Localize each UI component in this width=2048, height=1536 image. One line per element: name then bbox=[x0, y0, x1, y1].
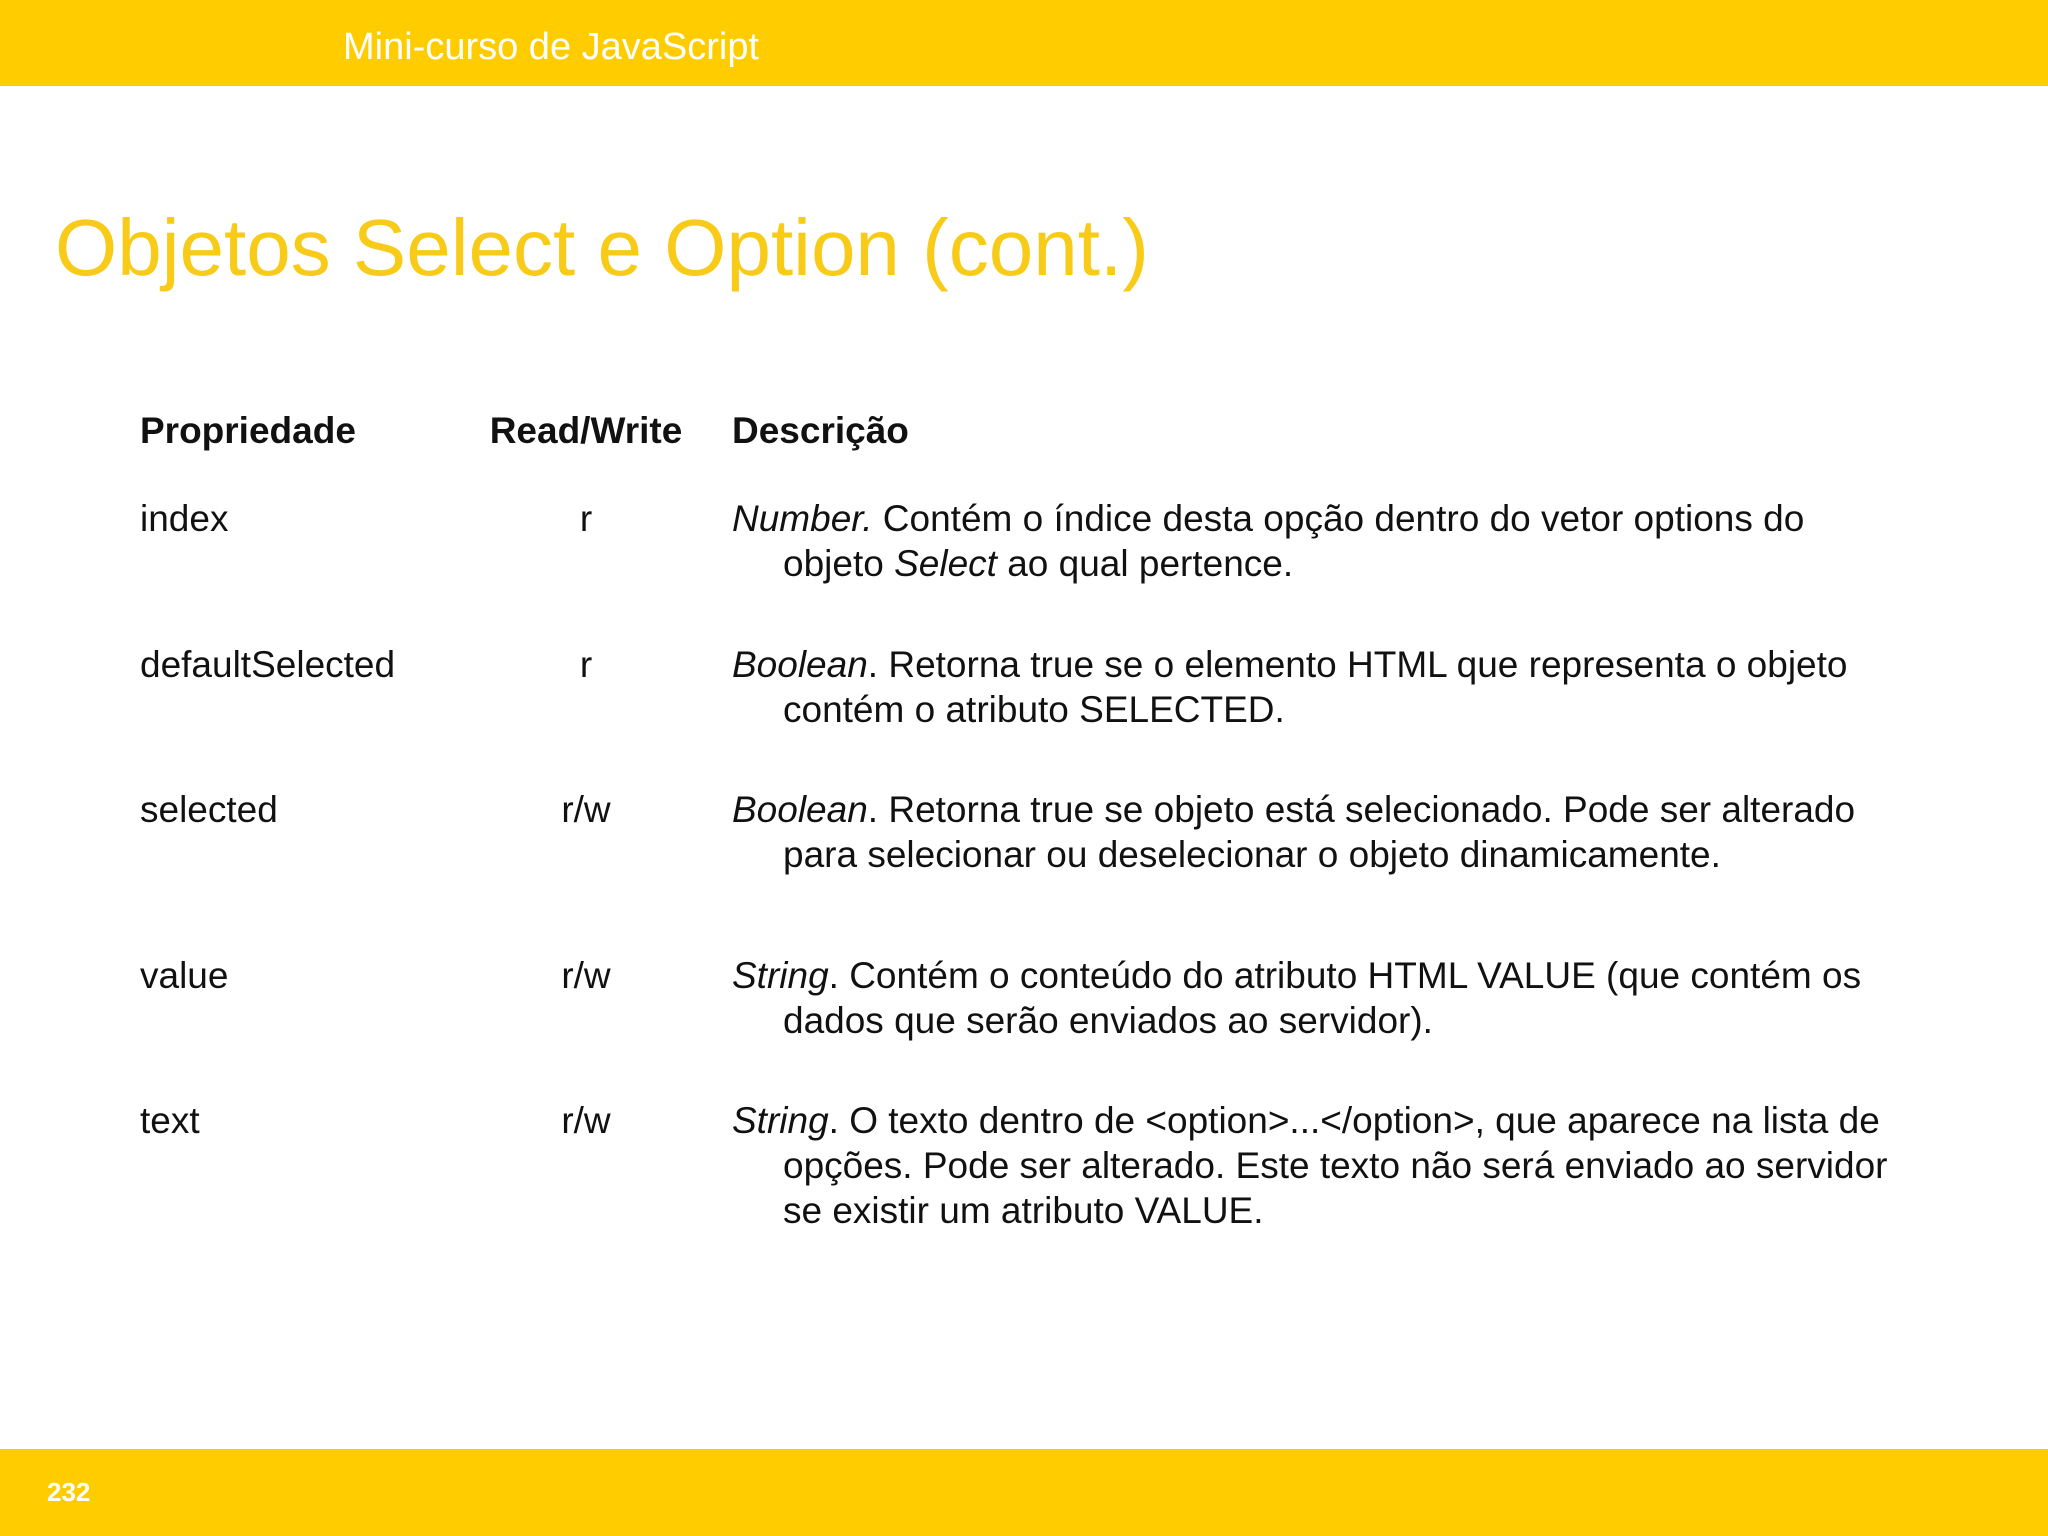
header-description: Descrição bbox=[732, 410, 909, 451]
description-text: . O texto dentro de <option>...</option>, que aparece na lista de opções. Pode ser alterado. Este texto não será enviado ao servidor se existir um atributo VALUE. bbox=[783, 1100, 1888, 1231]
property-name: defaultSelected bbox=[140, 644, 396, 685]
description-text: . Retorna true se o elemento HTML que representa o objeto contém o atributo SELECTED. bbox=[783, 644, 1848, 730]
property-name: selected bbox=[140, 789, 278, 830]
description-text: . Contém o conteúdo do atributo HTML VALUE (que contém os dados que serão enviados ao servidor). bbox=[783, 955, 1862, 1041]
property-access: r/w bbox=[561, 1100, 611, 1141]
slide-title: Objetos Select e Option (cont.) bbox=[55, 203, 1149, 292]
header-read-write: Read/Write bbox=[489, 410, 683, 451]
description-type: String bbox=[732, 1100, 829, 1141]
header-property: Propriedade bbox=[140, 410, 356, 451]
description-emphasis: Select bbox=[894, 543, 997, 584]
table-header bbox=[0, 406, 2048, 456]
property-name: index bbox=[140, 498, 229, 539]
property-access: r bbox=[579, 498, 593, 539]
property-name: text bbox=[140, 1100, 200, 1141]
description-text: Contém o índice desta opção dentro do vetor options do objeto bbox=[783, 498, 1805, 584]
property-description bbox=[732, 1098, 1903, 1233]
bottom-bar bbox=[0, 1449, 2048, 1536]
description-type: Boolean bbox=[732, 644, 868, 685]
property-access: r/w bbox=[561, 789, 611, 830]
description-type: String bbox=[732, 955, 829, 996]
top-bar bbox=[0, 0, 2048, 86]
property-description bbox=[732, 953, 1903, 1043]
description-type: Number. bbox=[732, 498, 873, 539]
description-text-end: ao qual pertence. bbox=[996, 543, 1294, 584]
description-type: Boolean bbox=[732, 789, 868, 830]
property-name: value bbox=[140, 955, 229, 996]
description-text: . Retorna true se objeto está selecionado. Pode ser alterado para selecionar ou deselecionar o objeto dinamicamente. bbox=[783, 789, 1856, 875]
page-number: 232 bbox=[47, 1477, 91, 1507]
property-description bbox=[732, 642, 1903, 732]
property-access: r/w bbox=[561, 955, 611, 996]
property-description bbox=[732, 496, 1903, 586]
course-title: Mini-curso de JavaScript bbox=[343, 26, 760, 68]
property-description bbox=[732, 787, 1903, 877]
property-access: r bbox=[579, 644, 593, 685]
